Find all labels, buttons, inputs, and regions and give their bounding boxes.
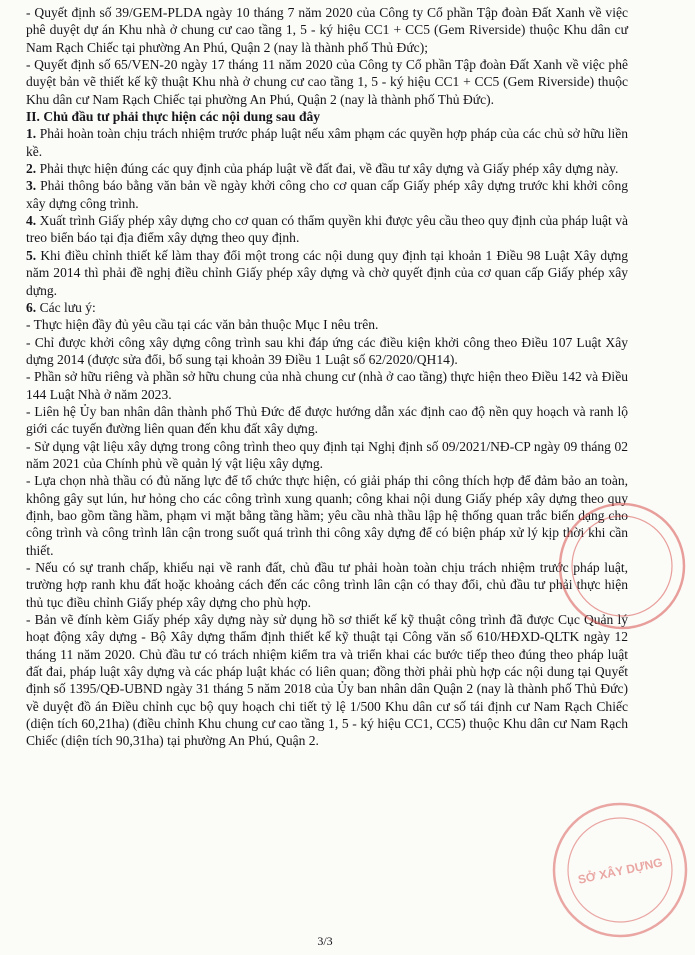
- item-number: 3.: [26, 178, 37, 194]
- item-text: Phải hoàn toàn chịu trách nhiệm trước pháp luật nếu xâm phạm các quyền hợp pháp của các chủ sở hữu liền kề.: [26, 126, 629, 159]
- page-number: 3/3: [317, 934, 333, 948]
- paragraph-2: - Quyết định số 65/VEN-20 ngày 17 tháng 11 năm 2020 của Công ty Cổ phần Tập đoàn Đất Xanh về việc phê duyệt bản vẽ thiết kế kỹ thuật Khu nhà ở chung cư cao tầng 1, 5 - ký hiệu CC1 + CC5 (Gem Riverside) thuộc Khu dân cư Nam Rạch Chiếc tại phường An Phú, Quận 2 (nay là thành phố Thủ Đức).: [26, 57, 628, 107]
- note-item: - Nếu có sự tranh chấp, khiếu nại về ranh đất, chủ đầu tư phải hoàn toàn chịu trách nhiệm trước pháp luật, trường hợp ranh khu đất hoặc khoảng cách đến các công trình lân cận có thay đổi, chủ đầu tư phải thực hiện thủ tục điều chỉnh Giấy phép xây dựng cho phù hợp.: [26, 560, 628, 610]
- item-text: Phải thông báo bằng văn bản về ngày khởi công cho cơ quan cấp Giấy phép xây dựng trước khi khởi công xây dựng công trình.: [26, 178, 628, 211]
- item-number: 5.: [26, 247, 37, 263]
- paragraph-1: - Quyết định số 39/GEM-PLDA ngày 10 tháng 7 năm 2020 của Công ty Cổ phần Tập đoàn Đất Xanh về việc phê duyệt dự án Khu nhà ở chung cư cao tầng 1, 5 - ký hiệu CC1 + CC5 (Gem Riverside) thuộc Khu dân cư Nam Rạch Chiếc tại phường An Phú, Quận 2 (nay là thành phố Thủ Đức);: [26, 5, 628, 55]
- item-number: 1.: [26, 126, 37, 142]
- note-item: - Liên hệ Ủy ban nhân dân thành phố Thủ Đức để được hướng dẫn xác định cao độ nền quy hoạch và ranh lộ giới các tuyến đường liên quan đến khu đất xây dựng.: [26, 403, 628, 437]
- item-number: 2.: [26, 161, 37, 177]
- section-heading-ii: II. Chủ đầu tư phải thực hiện các nội dung sau đây: [26, 109, 321, 125]
- numbered-item-4: [26, 212, 628, 247]
- numbered-item-3: [26, 177, 628, 212]
- note-item: - Bản vẽ đính kèm Giấy phép xây dựng này sử dụng hồ sơ thiết kế kỹ thuật công trình đã được Cục Quản lý hoạt động xây dựng - Bộ Xây dựng thẩm định thiết kế kỹ thuật tại Công văn số 610/HĐXD-QLTK ngày 12 tháng 11 năm 2020. Chủ đầu tư có trách nhiệm kiểm tra và triển khai các bước tiếp theo đúng theo pháp luật đất đai, pháp luật xây dựng và các pháp luật khác có liên quan; đồng thời phải phù hợp các nội dung tại Quyết định số 1395/QĐ-UBND ngày 31 tháng 5 năm 2018 của Ủy ban nhân dân Quận 2 (nay là thành phố Thủ Đức) về duyệt đồ án Điều chỉnh cục bộ quy hoạch chi tiết tỷ lệ 1/500 Khu dân cư số tái định cư Nam Rạch Chiếc (diện tích 60,21ha) (điều chỉnh Khu chung cư cao tầng 1, 5 - ký hiệu CC1, CC5) thuộc Khu dân cư Nam Rạch Chiếc (diện tích 90,31ha) tại phường An Phú, Quận 2.: [26, 612, 628, 749]
- numbered-item-2: [26, 160, 628, 177]
- stamp-text: SỞ XÂY DỰNG: [576, 855, 664, 887]
- note-item: - Phần sở hữu riêng và phần sở hữu chung của nhà chung cư (nhà ở cao tầng) thực hiện theo Điều 142 và Điều 144 Luật Nhà ở năm 2023.: [26, 369, 628, 402]
- numbered-item-1: [26, 125, 628, 160]
- note-item: - Thực hiện đầy đủ yêu cầu tại các văn bản thuộc Mục I nêu trên.: [26, 317, 379, 333]
- note-item: - Chỉ được khởi công xây dựng công trình sau khi đáp ứng các điều kiện khởi công theo Điều 107 Luật Xây dựng 2014 (được sửa đổi, bổ sung tại khoản 39 Điều 1 Luật số 62/2020/QH14).: [26, 334, 628, 367]
- numbered-item-6: [26, 299, 628, 316]
- numbered-item-5: [26, 247, 628, 299]
- note-item: - Lựa chọn nhà thầu có đủ năng lực để tổ chức thực hiện, có giải pháp thi công thích hợp để đảm bảo an toàn, không gây sụt lún, hư hỏng cho các công trình xung quanh; công khai nội dung Giấy phép xây dựng theo quy định, bao gồm tầng hầm, phạm vi mặt bằng tầng hầm; yêu cầu nhà thầu lập hệ thống quan trắc biến dạng cho công trình và công trình lân cận trong suốt quá trình thi công xây dựng để có biện pháp xử lý kịp thời khi cần thiết.: [26, 473, 628, 558]
- item-text: Các lưu ý:: [39, 299, 96, 315]
- item-text: Phải thực hiện đúng các quy định của pháp luật về đất đai, về đầu tư xây dựng và Giấy phép xây dựng này.: [39, 161, 619, 177]
- document-body: [26, 4, 628, 750]
- note-item: - Sử dụng vật liệu xây dựng trong công trình theo quy định tại Nghị định số 09/2021/NĐ-CP ngày 09 tháng 02 năm 2021 của Chính phủ về quản lý vật liệu xây dựng.: [26, 438, 628, 471]
- item-number: 4.: [26, 213, 37, 229]
- item-number: 6.: [26, 299, 37, 315]
- item-text: Khi điều chỉnh thiết kế làm thay đổi một trong các nội dung quy định tại khoản 1 Điều 98 Luật Xây dựng năm 2014 thì phải đề nghị điều chỉnh Giấy phép xây dựng và chờ quyết định của cơ quan cấp Giấy phép xây dựng.: [26, 247, 629, 298]
- official-stamp: [545, 795, 695, 945]
- item-text: Xuất trình Giấy phép xây dựng cho cơ quan có thẩm quyền khi được yêu cầu theo quy định của pháp luật và treo biển báo tại địa điểm xây dựng theo quy định.: [26, 213, 628, 246]
